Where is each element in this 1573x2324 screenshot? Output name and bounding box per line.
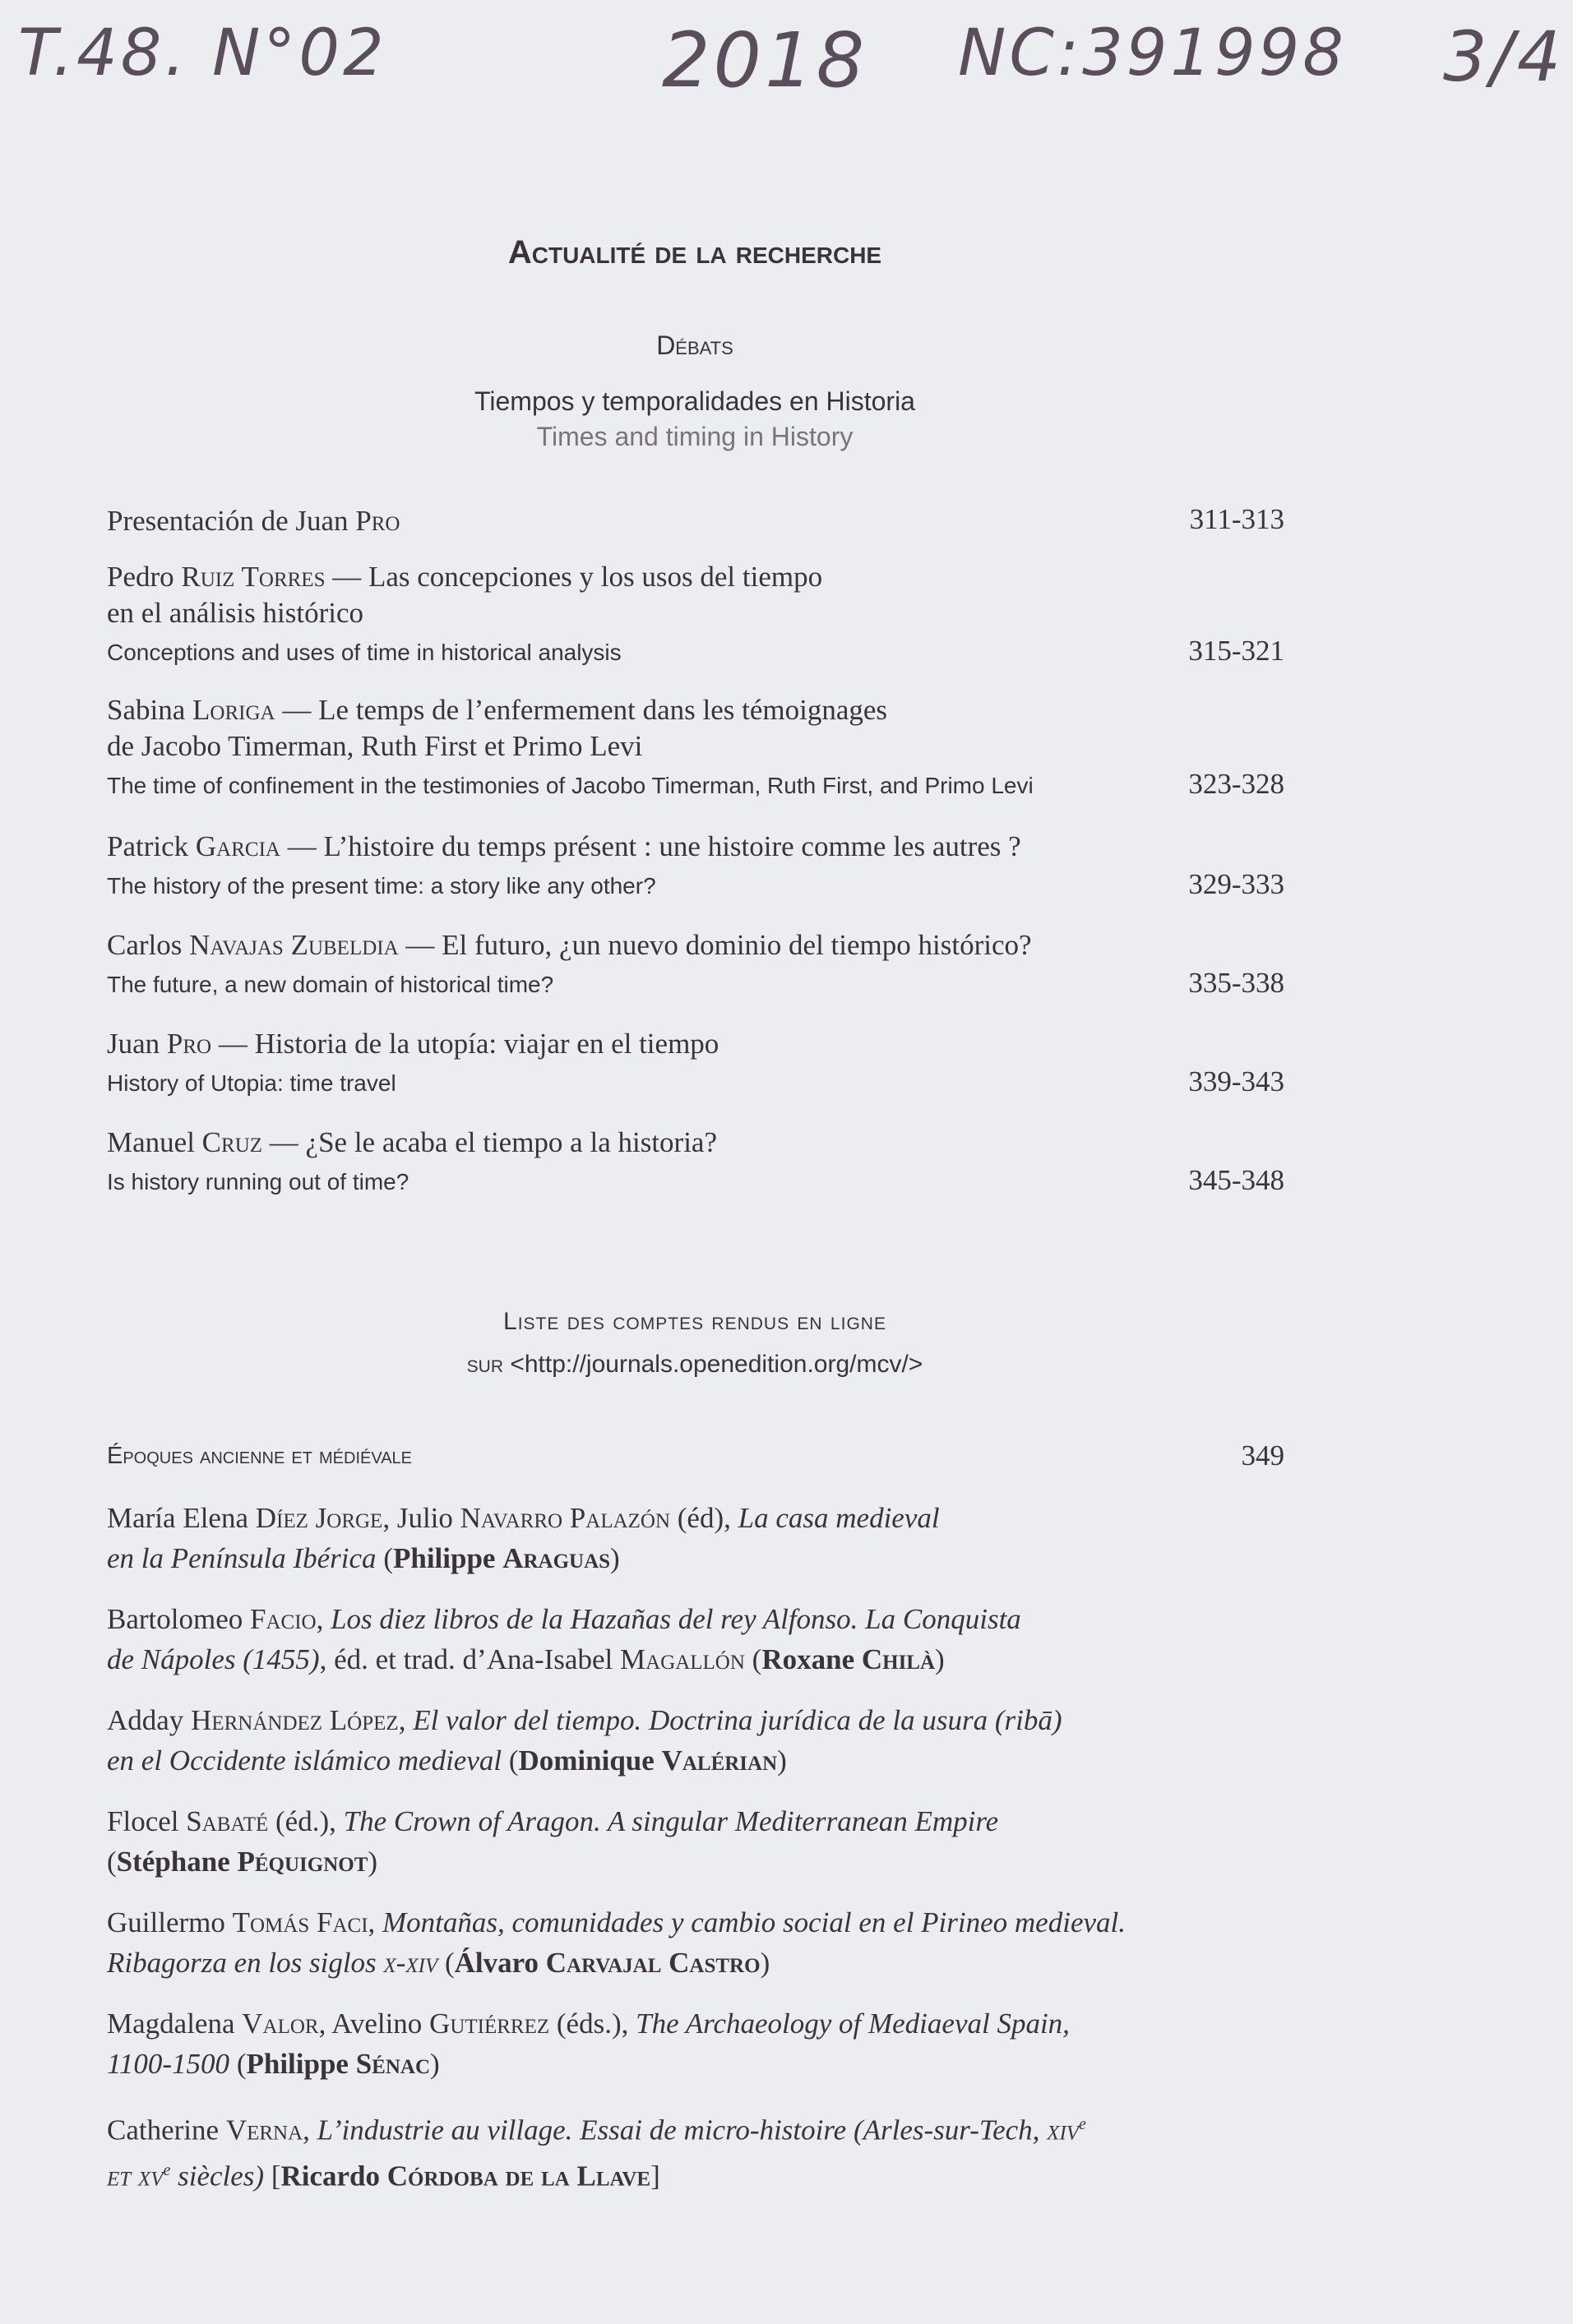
- toc-entry: Manuel Cruz — ¿Se le acaba el tiempo a la historia? Is history running out of time? 345-348: [107, 1125, 1284, 1199]
- toc-author: Cruz: [201, 1126, 263, 1158]
- review-entry: Guillermo Tomás Faci, Montañas, comunidades y cambio social en el Pirineo medieval. Ribagorza en los siglos x-xiv (Álvaro Carvajal Castro): [107, 1906, 1126, 1979]
- handwritten-year: 2018: [662, 16, 868, 104]
- toc-pages: 335-338: [1188, 967, 1284, 999]
- toc-entry: Sabina Loriga — Le temps de l’enfermement dans les témoignages de Jacobo Timerman, Ruth First et Primo Levi The time of confinement in the testimonies of Jacobo Timerman, Ruth First, and Primo Levi 323-328: [107, 692, 1284, 802]
- toc-entry: Patrick Garcia — L’histoire du temps présent : une histoire comme les autres ? The history of the present time: a story like any other? 329-333: [107, 829, 1284, 903]
- toc-author: Pro: [166, 1028, 212, 1060]
- online-reviews-heading: Liste des comptes rendus en ligne sur <http://journals.openedition.org/mcv/>: [466, 1308, 923, 1378]
- handwritten-reference: T.48. N°02: [18, 16, 387, 90]
- section-title: Actualité de la recherche: [507, 234, 882, 270]
- toc-pages: 311-313: [1189, 503, 1284, 535]
- review-entry: Magdalena Valor, Avelino Gutiérrez (éds.), The Archaeology of Mediaeval Spain, 1100-1500 (Philippe Sénac): [107, 2008, 1070, 2080]
- toc-english-title: The future, a new domain of historical time?: [107, 972, 554, 997]
- toc-english-title: Conceptions and uses of time in historical analysis: [107, 640, 622, 665]
- period-page: 349: [1241, 1439, 1284, 1472]
- toc-english-title: The time of confinement in the testimonies of Jacobo Timerman, Ruth First, and Primo Levi: [107, 773, 1034, 798]
- review-entry: Adday Hernández López, El valor del tiempo. Doctrina jurídica de la usura (ribā) en el Occidente islámico medieval (Dominique Valérian): [107, 1704, 1062, 1776]
- toc-pages: 315-321: [1188, 635, 1284, 667]
- period-heading: Époques ancienne et médiévale 349: [107, 1439, 1284, 1472]
- toc-pages: 345-348: [1188, 1164, 1284, 1196]
- toc-english-title: History of Utopia: time travel: [107, 1070, 396, 1096]
- review-entry: Bartolomeo Facio, Los diez libros de la Hazañas del rey Alfonso. La Conquista de Nápoles (1455), éd. et trad. d’Ana-Isabel Magallón (Roxane Chilà): [107, 1603, 1021, 1675]
- toc-english-title: Is history running out of time?: [107, 1169, 409, 1194]
- theme-title-en: Times and timing in History: [536, 422, 854, 451]
- review-entry: Catherine Verna, L’industrie au village. Essai de micro-histoire (Arles-sur-Tech, xiv$^e$ et $xv^e$ siècles) [Ricardo Córdoba de la Llave]: [107, 2114, 1086, 2192]
- toc-author: Pro: [355, 505, 400, 537]
- toc-pages: 329-333: [1188, 868, 1284, 900]
- toc-entry: Presentación de Juan Pro 311-313: [107, 503, 1284, 537]
- toc-entry: Carlos Navajas Zubeldia — El futuro, ¿un nuevo dominio del tiempo histórico? The future, a new domain of historical time? 335-338: [107, 927, 1284, 1001]
- journal-url: <http://journals.openedition.org/mcv/>: [503, 1351, 923, 1378]
- toc-entry: Pedro Ruiz Torres — Las concepciones y los usos del tiempo en el análisis histórico Conceptions and uses of time in historical analysis 315-321: [107, 559, 1284, 669]
- review-entry: Flocel Sabaté (éd.), The Crown of Aragon. A singular Mediterranean Empire (Stéphane Péquignot): [107, 1805, 999, 1878]
- toc-author: Garcia: [195, 830, 280, 862]
- toc-english-title: The history of the present time: a story like any other?: [107, 873, 656, 899]
- theme-title-es: Tiempos y temporalidades en Historia: [474, 386, 915, 416]
- review-entry: María Elena Díez Jorge, Julio Navarro Palazón (éd), La casa medieval en la Península Ibérica (Philippe Araguas): [107, 1502, 940, 1574]
- toc-author: Navajas Zubeldia: [189, 929, 399, 961]
- handwritten-fraction: 3/4: [1443, 16, 1565, 97]
- toc-entry: Juan Pro — Historia de la utopía: viajar en el tiempo History of Utopia: time travel 339-343: [107, 1026, 1284, 1100]
- toc-author: Ruiz Torres: [181, 561, 326, 593]
- handwritten-catalog-number: NC:391998: [958, 16, 1347, 90]
- toc-pages: 323-328: [1188, 768, 1284, 800]
- section-subtitle: Débats: [656, 330, 733, 360]
- toc-author: Loriga: [192, 694, 275, 726]
- toc-pages: 339-343: [1188, 1065, 1284, 1097]
